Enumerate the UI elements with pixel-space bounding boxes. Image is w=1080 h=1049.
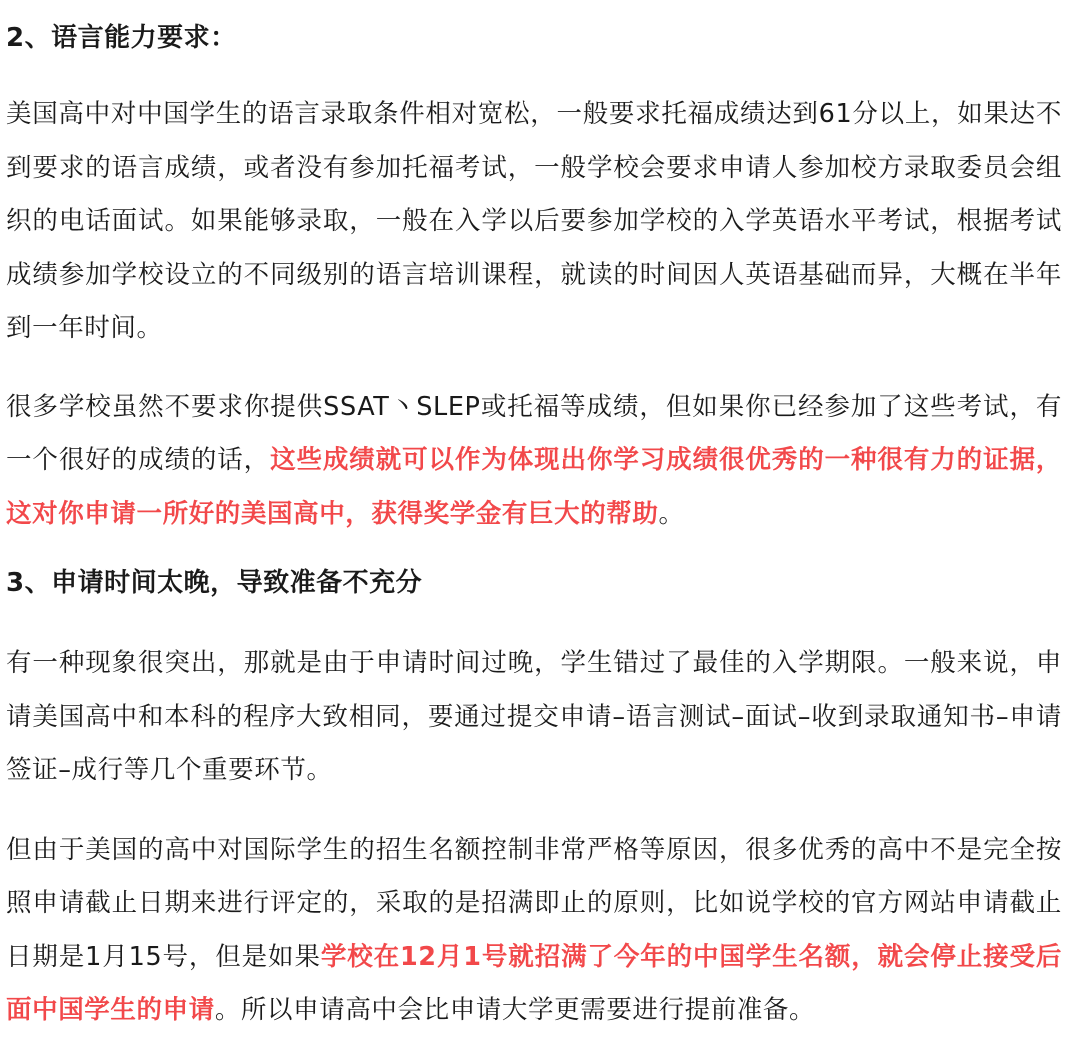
paragraph-text: 。 <box>658 498 685 529</box>
highlighted-text: 学校在12月1号就招满了今年的中国学生名额，就会停止接受后面中国学生的申请 <box>6 941 1062 1025</box>
paragraph-language-requirements: 美国高中对中国学生的语言录取条件相对宽松，一般要求托福成绩达到61分以上，如果达不到要求的语言成绩，或者没有参加托福考试，一般学校会要求申请人参加校方录取委员会组织的电话面试。如果能够录取，一般在入学以后要参加学校的入学英语水平考试，根据考试成绩参加学校设立的不同级别的语言培训课程，就读的时间因人英语基础而异，大概在半年到一年时间。 <box>6 99 1062 343</box>
highlighted-text: 这些成绩就可以作为体现出你学习成绩很优秀的一种很有力的证据，这对你申请一所好的美国高中，获得奖学金有巨大的帮助 <box>6 445 1062 529</box>
paragraph-text: 很多学校虽然不要求你提供SSAT丶SLEP或托福等成绩，但如果你已经参加了这些考试，有一个很好的成绩的话， <box>6 391 1062 475</box>
section-heading-language: 2、语言能力要求： <box>6 23 237 53</box>
paragraph-text: 。所以申请高中会比申请大学更需要进行提前准备。 <box>214 995 816 1025</box>
section-heading-timing: 3、申请时间太晚，导致准备不充分 <box>6 568 423 598</box>
paragraph-late-application: 有一种现象很突出，那就是由于申请时间过晚，学生错过了最佳的入学期限。一般来说，申请美国高中和本科的程序大致相同，要通过提交申请–语言测试–面试–收到录取通知书–申请签证–成行等几个重要环节。 <box>6 648 1062 785</box>
paragraph-test-scores <box>6 381 1062 542</box>
paragraph-enrollment-quota <box>6 824 1062 1038</box>
paragraph-text: 但由于美国的高中对国际学生的招生名额控制非常严格等原因，很多优秀的高中不是完全按照申请截止日期来进行评定的，采取的是招满即止的原则，比如说学校的官方网站申请截止日期是1月15号，但是如果 <box>6 834 1062 972</box>
